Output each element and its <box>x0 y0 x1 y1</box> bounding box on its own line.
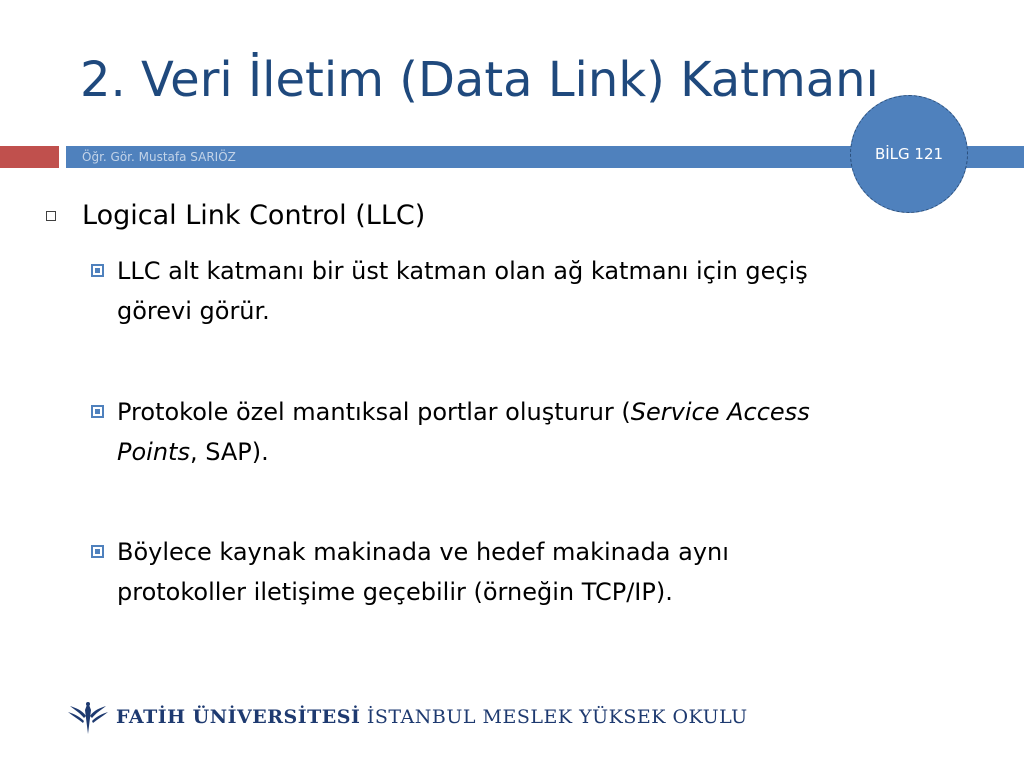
course-badge <box>850 95 968 213</box>
bullet-3-line-2: protokoller iletişime geçebilir (örneğin TCP/IP). <box>117 578 673 606</box>
bullet-item-3 <box>117 532 997 612</box>
footer-university: FATİH ÜNİVERSİTESİ <box>116 706 361 728</box>
footer-school: İSTANBUL MESLEK YÜKSEK OKULU <box>366 706 748 728</box>
level1-heading: Logical Link Control (LLC) <box>82 200 426 231</box>
bullet-2-line-2-italic: Points <box>117 438 190 466</box>
bullet-3-line-1: Böylece kaynak makinada ve hedef makinada aynı <box>117 538 729 566</box>
bullet-1-line-1: LLC alt katmanı bir üst katman olan ağ katmanı için geçiş <box>117 257 808 285</box>
author-name: Öğr. Gör. Mustafa SARIÖZ <box>82 150 236 164</box>
header-band-red <box>0 146 59 168</box>
bullet-item-1 <box>117 251 997 331</box>
hollow-square-icon <box>46 211 56 221</box>
course-code: BİLG 121 <box>874 145 944 163</box>
footer-institution <box>116 704 748 730</box>
bullet-2-line-1-text: Protokole özel mantıksal portlar oluşturur ( <box>117 398 631 426</box>
boxed-square-bullet-icon <box>91 545 104 558</box>
university-logo-icon <box>66 700 110 736</box>
slide-title: 2. Veri İletim (Data Link) Katmanı <box>80 52 879 108</box>
boxed-square-bullet-icon <box>91 264 104 277</box>
boxed-square-bullet-icon <box>91 405 104 418</box>
bullet-1-line-2: görevi görür. <box>117 297 270 325</box>
bullet-2-line-1-italic: Service Access <box>630 398 810 426</box>
bullet-item-2 <box>117 392 997 472</box>
bullet-2-line-2-text: , SAP). <box>189 438 269 466</box>
